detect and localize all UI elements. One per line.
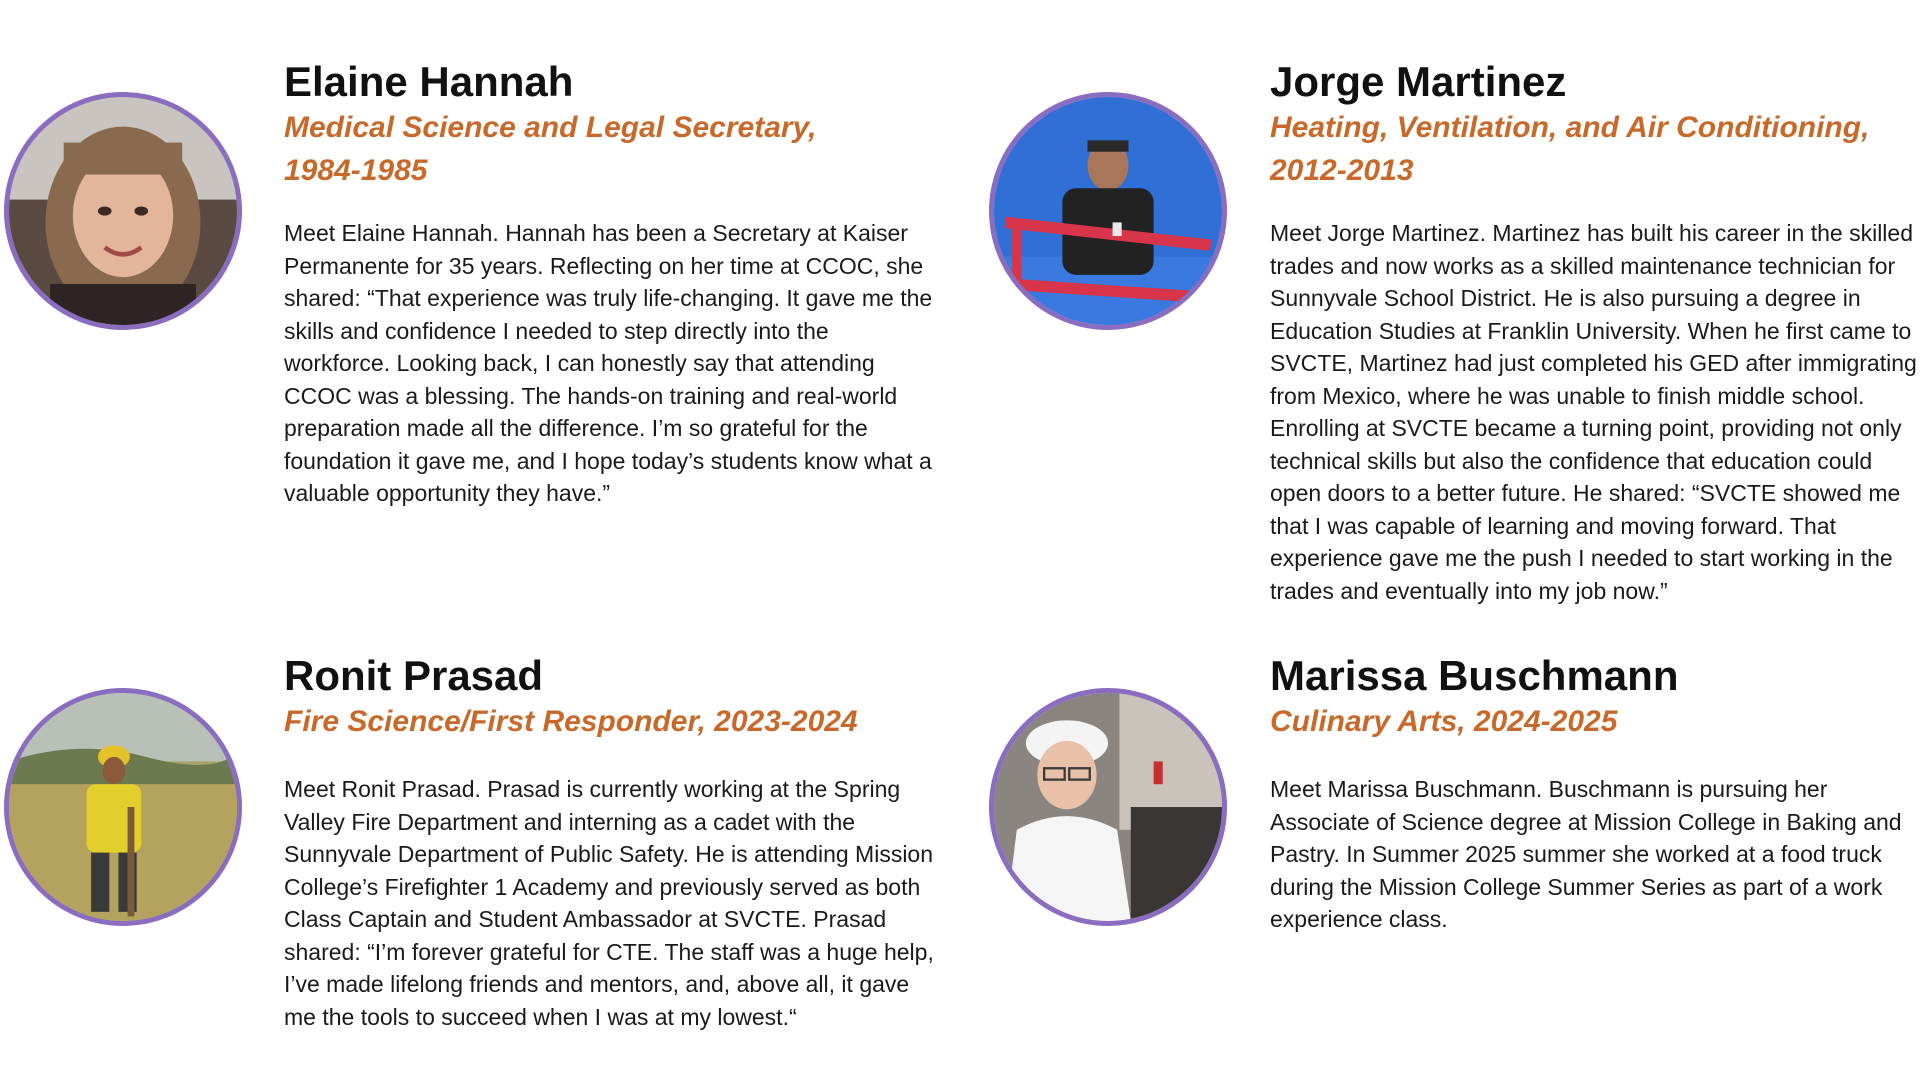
portrait-photo-icon [994, 97, 1222, 325]
program-line-1: Fire Science/First Responder, 2023-2024 [284, 705, 858, 738]
profile-name: Ronit Prasad [284, 652, 544, 699]
program-title [1270, 106, 1920, 192]
program-line-1: Heating, Ventilation, and Air Conditioning, [1270, 111, 1870, 144]
profile-text [1270, 652, 1920, 936]
ronit-prasad-photo [4, 688, 242, 926]
jorge-martinez-photo [989, 92, 1227, 330]
profile-name: Jorge Martinez [1270, 58, 1567, 105]
profile-text [284, 58, 944, 510]
elaine-hannah-photo [4, 92, 242, 330]
program-title [284, 700, 944, 743]
marissa-buschmann-photo [989, 688, 1227, 926]
portrait-photo-icon [994, 693, 1222, 921]
profile-bio: Meet Marissa Buschmann. Buschmann is pursuing her Associate of Science degree at Mission College in Baking and Pastry. In Summer 2025 summer she worked at a food truck during the Mission College Summer Series as part of a work experience class. [1270, 776, 1902, 932]
profile-bio: Meet Elaine Hannah. Hannah has been a Secretary at Kaiser Permanente for 35 years. Reflecting on her time at CCOC, she shared: “That experience was truly life-changing. It gave me the skills and confidence I needed to step directly into the workforce. Looking back, I can honestly say that attending CCOC was a blessing. The hands-on training and real-world preparation made all the difference. I’m so grateful for the foundation it gave me, and I hope today’s students know what a valuable opportunity they have.” [284, 220, 933, 506]
profile-bio: Meet Jorge Martinez. Martinez has built his career in the skilled trades and now works as a skilled maintenance technician for Sunnyvale School District. He is also pursuing a degree in Education Studies at Franklin University. When he first came to SVCTE, Martinez had just completed his GED after immigrating from Mexico, where he was unable to finish middle school. Enrolling at SVCTE became a turning point, providing not only technical skills but also the confidence that education could open doors to a better future. He shared: “SVCTE showed me that I was capable of learning and moving forward. That experience gave me the push I needed to start working in the trades and eventually into my job now.” [1270, 220, 1917, 604]
program-line-1: Medical Science and Legal Secretary, [284, 111, 817, 144]
portrait-photo-icon [9, 97, 237, 325]
program-title [1270, 700, 1920, 743]
profile-bio: Meet Ronit Prasad. Prasad is currently working at the Spring Valley Fire Department and interning as a cadet with the Sunnyvale Department of Public Safety. He is attending Mission College’s Firefighter 1 Academy and previously served as both Class Captain and Student Ambassador at SVCTE. Prasad shared: “I’m forever grateful for CTE. The staff was a huge help, I’ve made lifelong friends and mentors, and, above all, it gave me the tools to succeed when I was at my lowest.“ [284, 776, 934, 1030]
program-line-1: Culinary Arts, 2024-2025 [1270, 705, 1618, 738]
profile-name: Elaine Hannah [284, 58, 574, 105]
program-title [284, 106, 884, 192]
profile-name: Marissa Buschmann [1270, 652, 1679, 699]
program-line-2: 2012-2013 [1270, 154, 1414, 187]
profile-text [284, 652, 944, 1033]
program-line-2: 1984-1985 [284, 154, 428, 187]
profile-text [1270, 58, 1920, 607]
portrait-photo-icon [9, 693, 237, 921]
